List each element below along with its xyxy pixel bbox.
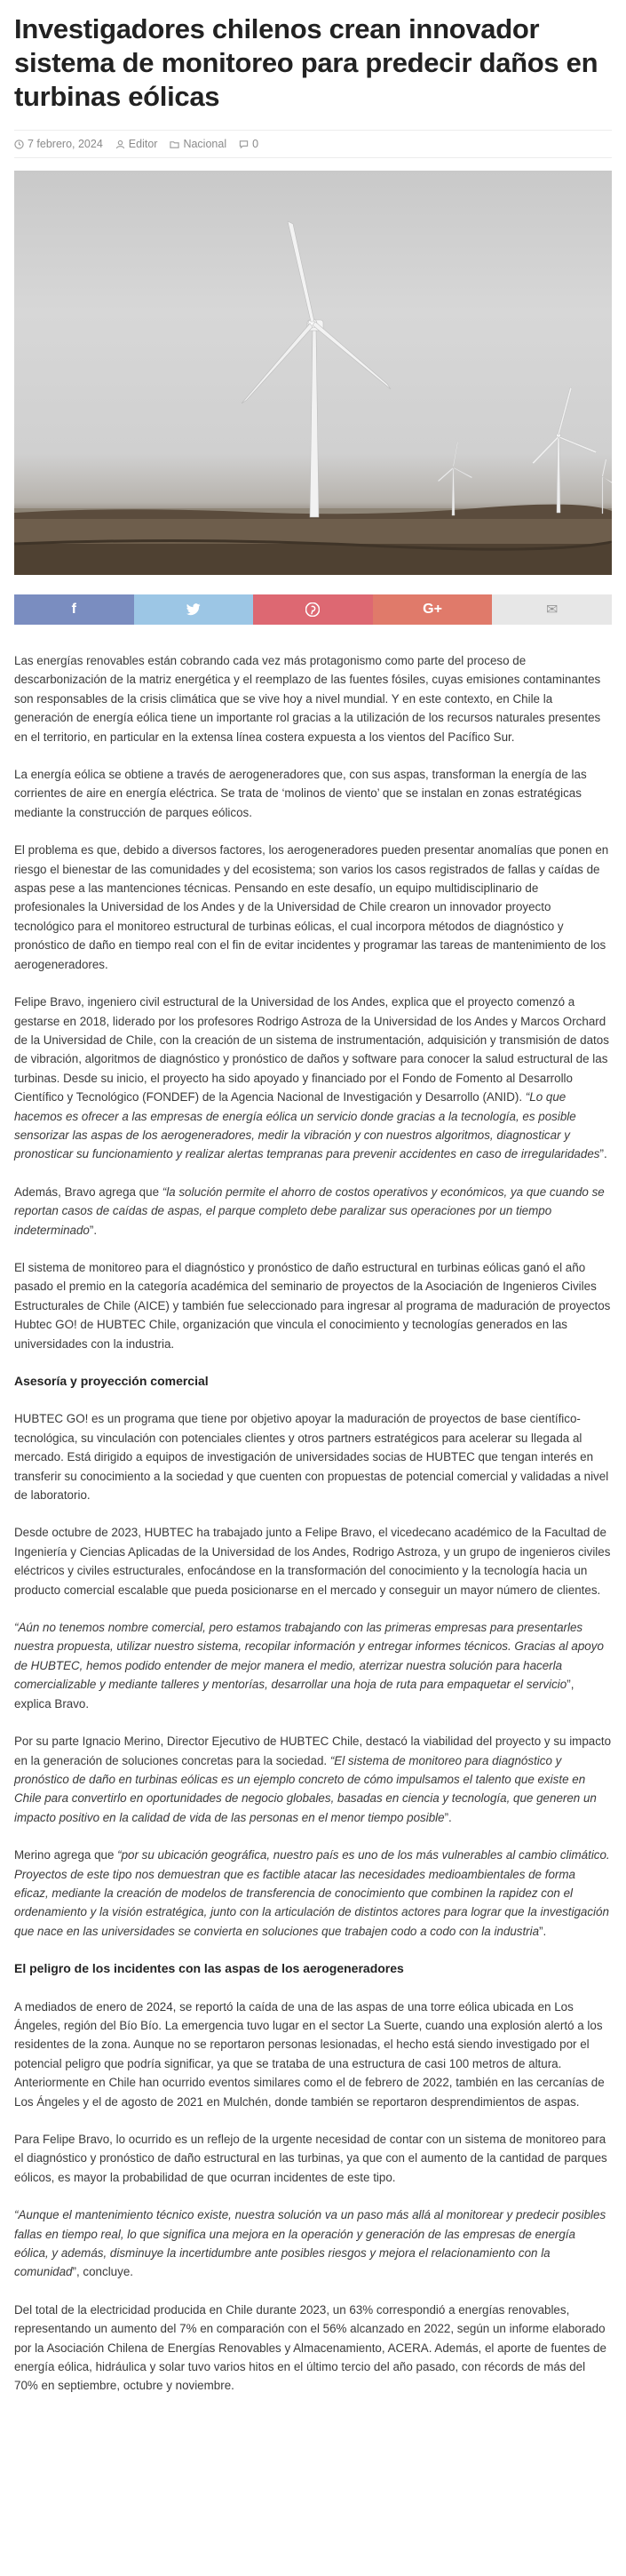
- share-bar: [14, 594, 612, 625]
- paragraph: “Aunque el mantenimiento técnico existe, nuestra solución va un paso más allá al monitorear y predecir posibles fallas en tiempo real, lo que significa una mejora en la operación y generación de las empresas de energía eólica, y además, disminuye la incertidumbre ante posibles riesgos y mejora el relacionamiento con la comunidad”, concluye.: [14, 2208, 606, 2279]
- paragraph: “Aún no tenemos nombre comercial, pero estamos trabajando con las primeras empresas para presentarles nuestra propuesta, utilizar nuestro sistema, recopilar información y entregar informes técnicos. Gracias al apoyo de HUBTEC, hemos podido entender de mejor manera el medio, aterrizar nuestra solución para hacerla comercializable y mediante talleres y mentorías, desarrollar una hoja de ruta para empaquetar el servicio”, explica Bravo.: [14, 1621, 604, 1711]
- paragraph: A mediados de enero de 2024, se reportó la caída de una de las aspas de una torre eólica ubicada en Los Ángeles, región del Bío Bío. La emergencia tuvo lugar en el sector La Suerte, cuando una explosión alertó a los residentes de la zona. Aunque no se reportaron personas lesionadas, el hecho está siendo investigado por el potencial peligro que podría significar, ya que se trataba de una estructura de casi 100 metros de altura. Anteriormente en Chile han ocurrido eventos similares como el de febrero de 2022, también en las cercanías de Los Ángeles y el de agosto de 2021 en Mulchén, donde también se reportaron desprendimientos de aspas.: [14, 1999, 605, 2109]
- quote: “Lo que hacemos es ofrecer a las empresas de energía eólica un servicio donde gracias a la tecnología, es posible sensorizar las aspas de los aerogeneradores, medir la vibración y con nuestros algoritmos, diagnosticar y pronosticar su funcionamiento y realizar alertas tempranas para prevenir accidentes en caso de irregularidades: [14, 1090, 600, 1161]
- comment-icon: [239, 140, 249, 149]
- quote: “la solución permite el ahorro de costos operativos y económicos, ya que cuando se reportan casos de caídas de aspas, el parque completo debe paralizar sus operaciones por un tiempo indeterminado: [14, 1184, 605, 1237]
- paragraph: Felipe Bravo, ingeniero civil estructural de la Universidad de los Andes, explica que el proyecto comenzó a gestarse en 2018, liderado por los profesores Rodrigo Astroza de la Universidad de los Andes y Marcos Orchard de la Universidad de Chile, con la creación de un sistema de instrumentación, adquisición y transmisión de datos de vibración, algoritmos de diagnóstico y pronóstico de daños y software para conocer la salud estructural de las turbinas. Desde su inicio, el proyecto ha sido apoyado y financiado por el Fondo de Fomento al Desarrollo Científico y Tecnológico (FONDEF) de la Agencia Nacional de Investigación y Desarrollo (ANID). “Lo que hacemos es ofrecer a las empresas de energía eólica un servicio donde gracias a la tecnología, es posible sensorizar las aspas de los aerogeneradores, medir la vibración y con nuestros algoritmos, diagnosticar y pronosticar su funcionamiento y realizar alertas tempranas para prevenir accidentes en caso de irregularidades”.: [14, 995, 609, 1161]
- article-body: [14, 651, 612, 2396]
- meta-author-text: Editor: [128, 138, 158, 150]
- paragraph: Desde octubre de 2023, HUBTEC ha trabajado junto a Felipe Bravo, el vicedecano académico de la Facultad de Ingeniería y Ciencias Aplicadas de la Universidad de los Andes, Rodrigo Astroza, y un grupo de ingenieros civiles eléctricos y civiles estructurales, enfocándose en la transformación del conocimiento y la tecnología hacia un producto comercial escalable que pueda posicionarse en el mercado y conseguir un mayor número de clientes.: [14, 1526, 611, 1597]
- folder-icon: [170, 140, 179, 149]
- paragraph: El problema es que, debido a diversos factores, los aerogeneradores pueden presentar anomalías que ponen en riesgo el bienestar de las comunidades y del ecosistema; son varios los casos registrados de fallas y caídas de aspas pese a las mantenciones técnicas. Pensando en este desafío, un equipo multidisciplinario de profesionales la Universidad de los Andes y de la Universidad de Chile crearon un innovador proyecto tecnológico para el monitoreo estructural de turbinas eólicas, el cual incorpora métodos de diagnóstico y pronóstico de daño en tiempo real con el fin de evitar incidentes y programar las tareas de mantenimiento de los aerogeneradores.: [14, 843, 609, 971]
- article-meta: [14, 130, 612, 158]
- section-heading: Asesoría y proyección comercial: [14, 1374, 209, 1388]
- article-title: Investigadores chilenos crean innovador sistema de monitoreo para predecir daños en turbinas eólicas: [14, 13, 598, 112]
- share-twitter-button[interactable]: [134, 594, 254, 625]
- meta-author[interactable]: [115, 138, 158, 150]
- facebook-icon: f: [71, 602, 76, 617]
- section-heading: El peligro de los incidentes con las aspas de los aerogeneradores: [14, 1961, 404, 1976]
- meta-comments-text: 0: [252, 138, 259, 150]
- share-googleplus-button[interactable]: [373, 594, 493, 625]
- paragraph: Por su parte Ignacio Merino, Director Ejecutivo de HUBTEC Chile, destacó la viabilidad del proyecto y su impacto en la generación de soluciones concretas para la sociedad. “El sistema de monitoreo para diagnóstico y pronóstico de daño en turbinas eólicas es un ejemplo concreto de cómo impulsamos el talento que existe en Chile para convertirlo en oportunidades de negocio globales, basadas en ciencia y tecnología, que generen un impacto positivo en la calidad de vida de las personas en el menor tiempo posible”.: [14, 1735, 612, 1824]
- paragraph: El sistema de monitoreo para el diagnóstico y pronóstico de daño estructural en turbinas eólicas ganó el año pasado el premio en la categoría académica del seminario de proyectos de la Asociación de Ingenieros Civiles Estructurales de Chile (AICE) y también fue seleccionado para ingresar al programa de maduración de proyectos Hubtec GO! de HUBTEC Chile, organización que vincula el conocimiento y tecnologías generados en las universidades con la industria.: [14, 1260, 611, 1351]
- googleplus-icon: G+: [423, 602, 442, 617]
- paragraph: Del total de la electricidad producida en Chile durante 2023, un 63% correspondió a energías renovables, representando un aumento del 7% en comparación con el 56% alcanzado en 2022, según un informe elaborado por la Asociación Chilena de Energías Renovables y Almacenamiento, ACERA. Además, el aporte de fuentes de energía eólica, hidráulica y solar tuvo varios hitos en el último tercio del año pasado, con récords de más del 70% en septiembre, octubre y noviembre.: [14, 2302, 606, 2393]
- twitter-icon: [186, 603, 201, 616]
- paragraph: Las energías renovables están cobrando cada vez más protagonismo como parte del proceso de descarbonización de la matriz energética y el reemplazo de las fuentes fósiles, cuyas emisiones contaminantes son responsables de la crisis climática que se vive hoy a nivel mundial. Y en este contexto, en Chile la generación de energía eólica tiene un importante rol gracias a la utilización de los recursos naturales presentes en el territorio, en particular en la extensa línea costera expuesta a los vientos del Pacífico Sur.: [14, 654, 601, 744]
- email-icon: ✉: [545, 602, 559, 618]
- share-email-button[interactable]: [492, 594, 612, 625]
- share-pinterest-button[interactable]: [253, 594, 373, 625]
- meta-date-text: 7 febrero, 2024: [28, 138, 103, 150]
- user-icon: [115, 140, 125, 149]
- quote: “Aunque el mantenimiento técnico existe, nuestra solución va un paso más allá al monitorear y predecir posibles fallas en tiempo real, lo que significa una mejora en la operación y generación de las empresas de energía eólica, y además, disminuye la incertidumbre ante posibles riesgos y mejora el relacionamiento con la comunidad: [14, 2208, 606, 2279]
- quote: “El sistema de monitoreo para diagnóstico y pronóstico de daño en turbinas eólicas es un ejemplo concreto de cómo impulsamos el talento que existe en Chile para convertirlo en oportunidades de negocio globales, basadas en ciencia y tecnología, que generen un impacto positivo en la calidad de vida de las personas en el menor tiempo posible: [14, 1753, 597, 1824]
- share-facebook-button[interactable]: [14, 594, 134, 625]
- quote: “Aún no tenemos nombre comercial, pero estamos trabajando con las primeras empresas para presentarles nuestra propuesta, utilizar nuestro sistema, recopilar información y entregar informes técnicos. Gracias al apoyo de HUBTEC, hemos podido entender de mejor manera el medio, aterrizar nuestra solución para hacerla comercializable y mediante talleres y mentorías, desarrollar una hoja de ruta para empaquetar el servicio: [14, 1621, 604, 1692]
- paragraph: La energía eólica se obtiene a través de aerogeneradores que, con sus aspas, transforman la energía de las corrientes de aire en energía eléctrica. Se trata de ‘molinos de viento’ que se instalan en zonas estratégicas mediante la construcción de parques eólicos.: [14, 768, 587, 819]
- meta-category-text: Nacional: [183, 138, 227, 150]
- meta-date[interactable]: [14, 138, 103, 150]
- pinterest-icon: [305, 602, 320, 617]
- paragraph: Merino agrega que “por su ubicación geográfica, nuestro país es uno de los más vulnerables al cambio climático. Proyectos de este tipo nos demuestran que es factible atacar las necesidades medioambientales de forma eficaz, mediante la creación de modelos de transferencia de conocimiento que combinen la rapidez con el ordenamiento y la visión estratégica, junto con la articulación de distintos actores para lograr que la investigación que nace en las universidades se convierta en soluciones que trabajen codo a codo con la industria”.: [14, 1848, 610, 1938]
- clock-icon: [14, 140, 24, 149]
- paragraph: Además, Bravo agrega que “la solución permite el ahorro de costos operativos y económicos, ya que cuando se reportan casos de caídas de aspas, el parque completo debe paralizar sus operaciones por un tiempo indeterminado”.: [14, 1184, 605, 1237]
- paragraph: HUBTEC GO! es un programa que tiene por objetivo apoyar la maduración de proyectos de base científico-tecnológica, su vinculación con potenciales clientes y otros partners estratégicos para acelerar su llegada al mercado. Está dirigido a equipos de investigación de universidades socias de HUBTEC que tengan interés en transferir su conocimiento a la sociedad y que cuenten con propuestas de potencial comercial y validadas a nivel de laboratorio.: [14, 1412, 609, 1503]
- quote: “por su ubicación geográfica, nuestro país es uno de los más vulnerables al cambio climático. Proyectos de este tipo nos demuestran que es factible atacar las necesidades medioambientales de forma eficaz, mediante la creación de modelos de transferencia de conocimiento que combinen la rapidez con el ordenamiento y la visión estratégica, junto con la articulación de distintos actores para lograr que la investigación que nace en las universidades se convierta en soluciones que trabajen codo a codo con la industria: [14, 1848, 610, 1938]
- meta-category[interactable]: [170, 138, 226, 150]
- meta-comments[interactable]: [239, 138, 258, 150]
- paragraph: Para Felipe Bravo, lo ocurrido es un reflejo de la urgente necesidad de contar con un sistema de monitoreo para el diagnóstico y pronóstico de daño estructural en las turbinas, ya que con el aumento de la cantidad de parques eólicos, es mayor la probabilidad de que ocurran incidentes de este tipo.: [14, 2133, 607, 2184]
- hero-image-wind-turbines: [14, 171, 612, 575]
